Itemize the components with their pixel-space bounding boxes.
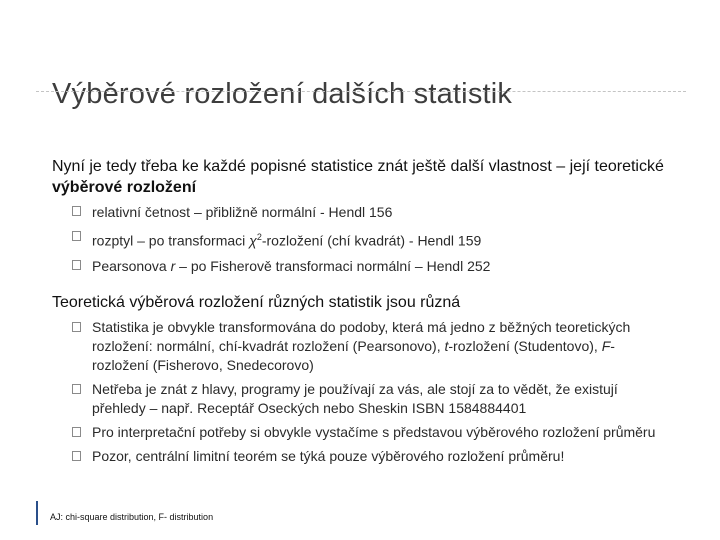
slide-title: Výběrové rozložení dalších statistik (52, 78, 513, 110)
section2-list (72, 318, 662, 466)
list-item (72, 227, 672, 251)
list-item-text: relativní četnost – přibližně normální - Hendl 156 (92, 204, 393, 220)
superscript: 2 (256, 232, 262, 242)
bullet-icon (72, 260, 81, 270)
list-item-text: – po Fisherově transformaci normální – Hendl 252 (175, 257, 491, 274)
italic-symbol: t (444, 338, 449, 354)
list-item-text: Pro interpretační potřeby si obvykle vystačíme s představou výběrového rozložení průměru (92, 424, 656, 440)
footnote-marker (36, 501, 48, 525)
list-item-text: Netřeba je znát z hlavy, programy je používají za vás, ale stojí za to vědět, že existují přehledy – např. Receptář Oseckých nebo Sheskin ISBN 1584884401 (92, 381, 618, 416)
section1-lead-text: Nyní je tedy třeba ke každé popisné statistice znát ještě další vlastnost – její teoretické (52, 158, 664, 175)
list-item (72, 423, 662, 442)
bullet-icon (72, 322, 81, 332)
italic-symbol: r (170, 257, 176, 274)
list-item (72, 202, 672, 222)
list-item (72, 380, 662, 418)
bullet-icon (72, 384, 81, 394)
footnote: AJ: chi-square distribution, F- distribution (50, 512, 214, 522)
list-item (72, 318, 662, 375)
list-item-text: -rozložení (chí kvadrát) - Hendl 159 (261, 232, 482, 249)
list-item-text: Pozor, centrální limitní teorém se týká pouze výběrového rozložení průměru! (92, 448, 565, 464)
list-item-text: Pearsonova (92, 257, 171, 274)
list-item (72, 447, 662, 466)
list-item-text: -rozložení (Studentovo), (448, 338, 602, 354)
title-divider (36, 91, 686, 92)
bullet-icon (72, 231, 81, 241)
bullet-icon (72, 427, 81, 437)
section1-list (72, 202, 672, 276)
section1-lead (52, 156, 682, 198)
list-item-text: Statistika je obvykle transformována do podoby, která má jedno z běžných teoretických rozložení: normální, chí-kvadrát rozložení (Pearsonovo), (92, 319, 631, 354)
section1-lead-bold: výběrové rozložení (52, 179, 197, 196)
chi-symbol: χ (249, 232, 257, 249)
section2-lead: Teoretická výběrová rozložení různých statistik jsou různá (52, 294, 461, 311)
italic-symbol: F (601, 338, 611, 354)
list-item-text: -rozložení (Fisherovo, Snedecorovo) (92, 338, 615, 373)
bullet-icon (72, 206, 81, 216)
bullet-icon (72, 451, 81, 461)
list-item-text: rozptyl – po transformaci (92, 232, 250, 249)
list-item (72, 256, 672, 276)
